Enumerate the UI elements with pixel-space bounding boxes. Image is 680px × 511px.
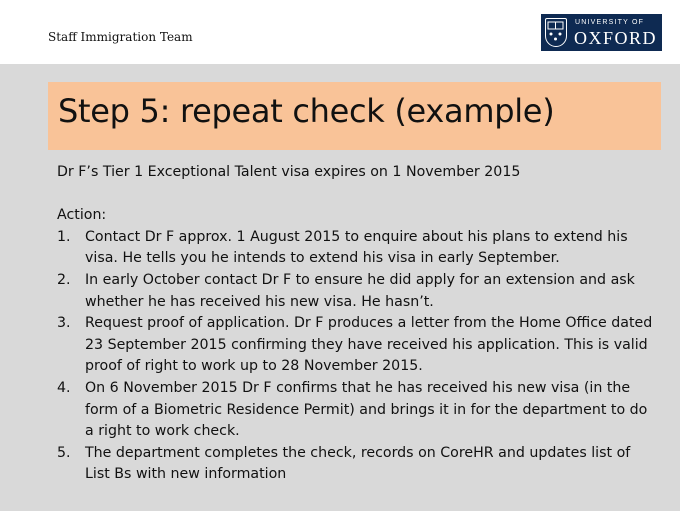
step-number: 2. <box>57 271 71 288</box>
header <box>0 0 680 64</box>
step-text: In early October contact Dr F to ensure he did apply for an extension and ask whether he has received his new visa. He hasn’t. <box>85 271 635 310</box>
visa-summary: Dr F’s Tier 1 Exceptional Talent visa expires on 1 November 2015 <box>57 164 521 180</box>
logo-university-of: UNIVERSITY OF <box>575 19 645 26</box>
oxford-crest-icon <box>545 18 567 47</box>
university-logo <box>541 14 662 51</box>
logo-oxford: OXFORD <box>574 28 658 48</box>
action-steps <box>57 227 657 486</box>
step-number: 4. <box>57 379 71 396</box>
step-text: On 6 November 2015 Dr F confirms that he has received his new visa (in the form of a Biometric Residence Permit) and brings it in for the department to do a right to work check. <box>85 379 648 440</box>
step-number: 1. <box>57 228 71 245</box>
team-name: Staff Immigration Team <box>48 30 193 44</box>
step-text: Request proof of application. Dr F produces a letter from the Home Office dated 23 September 2015 confirming they have received his application. This is valid proof of right to work up to 28 November 2015. <box>85 315 653 375</box>
step-text: The department completes the check, records on CoreHR and updates list of List Bs with new information <box>85 444 631 483</box>
action-step <box>57 270 657 313</box>
action-label: Action: <box>57 207 107 224</box>
step-number: 5. <box>57 444 71 461</box>
slide-content <box>0 64 680 511</box>
action-step <box>57 443 657 486</box>
action-step <box>57 378 657 443</box>
action-step <box>57 313 657 378</box>
title-banner <box>48 82 661 150</box>
slide-title: Step 5: repeat check (example) <box>58 92 555 130</box>
slide-body <box>57 162 657 486</box>
step-text: Contact Dr F approx. 1 August 2015 to enquire about his plans to extend his visa. He tells you he intends to extend his visa in early September. <box>85 228 628 267</box>
step-number: 3. <box>57 315 71 332</box>
action-step <box>57 227 657 270</box>
